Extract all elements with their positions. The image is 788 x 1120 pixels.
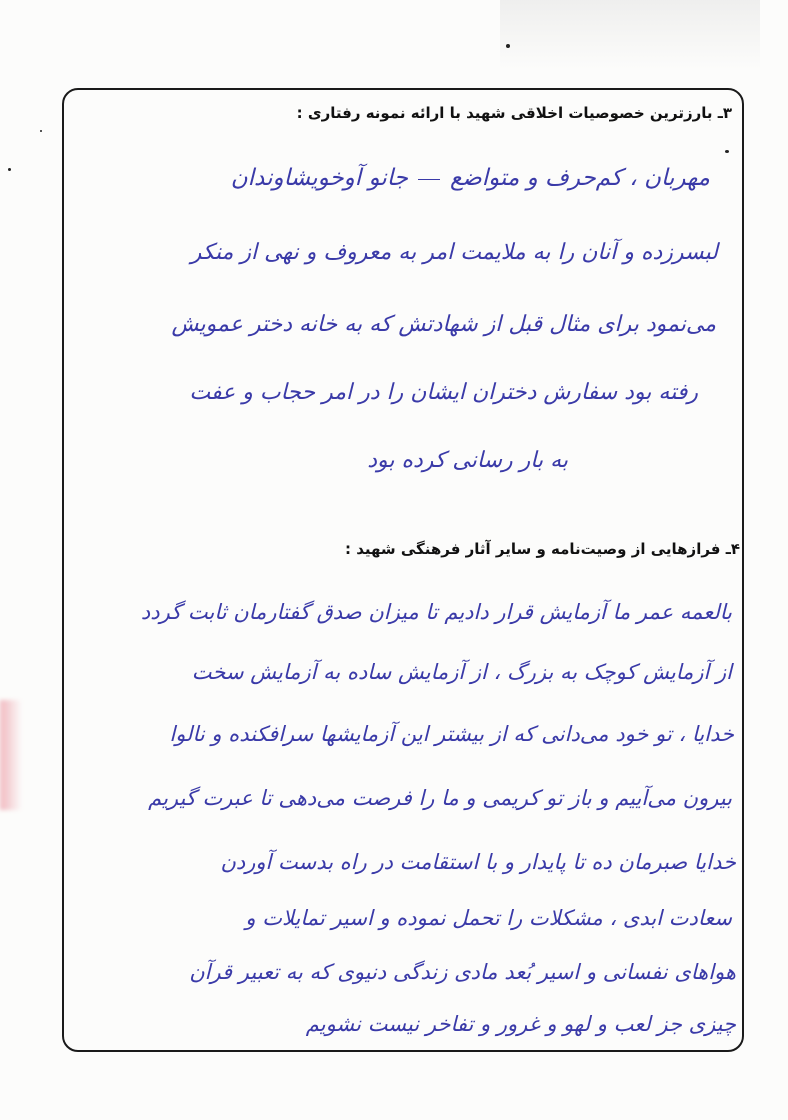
ink-bleed-mark bbox=[0, 700, 22, 810]
section-4-line-2: از آزمایش کوچک به بزرگ ، از آزمایش ساده به آزمایش سخت bbox=[191, 660, 732, 684]
section-4-line-1: بالعمه عمر ما آزمایش قرار دادیم تا میزان صدق گفتارمان ثابت گردد bbox=[140, 600, 732, 624]
section-4-line-7: هواهای نفسانی و اسیر بُعد مادی زندگی دنیوی که به تعبیر قرآن bbox=[189, 960, 736, 984]
dash-mark bbox=[418, 179, 440, 180]
section-3-line-1 bbox=[231, 165, 710, 191]
scan-speck bbox=[40, 130, 42, 132]
section-4-line-4: بیرون می‌آییم و باز تو کریمی و ما را فرصت می‌دهی تا عبرت گیریم bbox=[148, 786, 732, 810]
section-4-line-5: خدایا صبرمان ده تا پایدار و با استقامت در راه بدست آوردن bbox=[220, 850, 736, 874]
scan-speck bbox=[8, 168, 11, 171]
scan-shadow bbox=[500, 0, 760, 70]
section-3-line-5: به بار رسانی کرده بود bbox=[367, 448, 568, 473]
section-3-line-4: رفته بود سفارش دختران ایشان را در امر حجاب و عفت bbox=[189, 380, 698, 405]
section-3-line-2: لبسرزده و آنان را به ملایمت امر به معروف و نهی از منکر bbox=[190, 240, 718, 265]
section-4-line-6: سعادت ابدی ، مشکلات را تحمل نموده و اسیر تمایلات و bbox=[245, 906, 732, 930]
section-3-line-1a: مهربان ، کم‌حرف و متواضع bbox=[450, 165, 710, 191]
section-4-line-8: چیزی جز لعب و لهو و غرور و تفاخر نیست نشویم bbox=[305, 1012, 736, 1036]
section-4-line-3: خدایا ، تو خود می‌دانی که از بیشتر این آزمایشها سرافکنده و نالوا bbox=[169, 722, 734, 746]
section-3-line-3: می‌نمود برای مثال قبل از شهادتش که به خانه دختر عمویش bbox=[171, 312, 716, 337]
section-3-heading: ۳ـ بارزترین خصوصیات اخلاقی شهید با ارائه نمونه رفتاری : bbox=[296, 104, 732, 122]
scan-speck bbox=[506, 44, 510, 48]
section-3-line-1b: جانو آوخویشاوندان bbox=[230, 165, 408, 191]
section-4-heading: ۴ـ فرازهایی از وصیت‌نامه و سایر آثار فرهنگی شهید : bbox=[344, 540, 740, 558]
